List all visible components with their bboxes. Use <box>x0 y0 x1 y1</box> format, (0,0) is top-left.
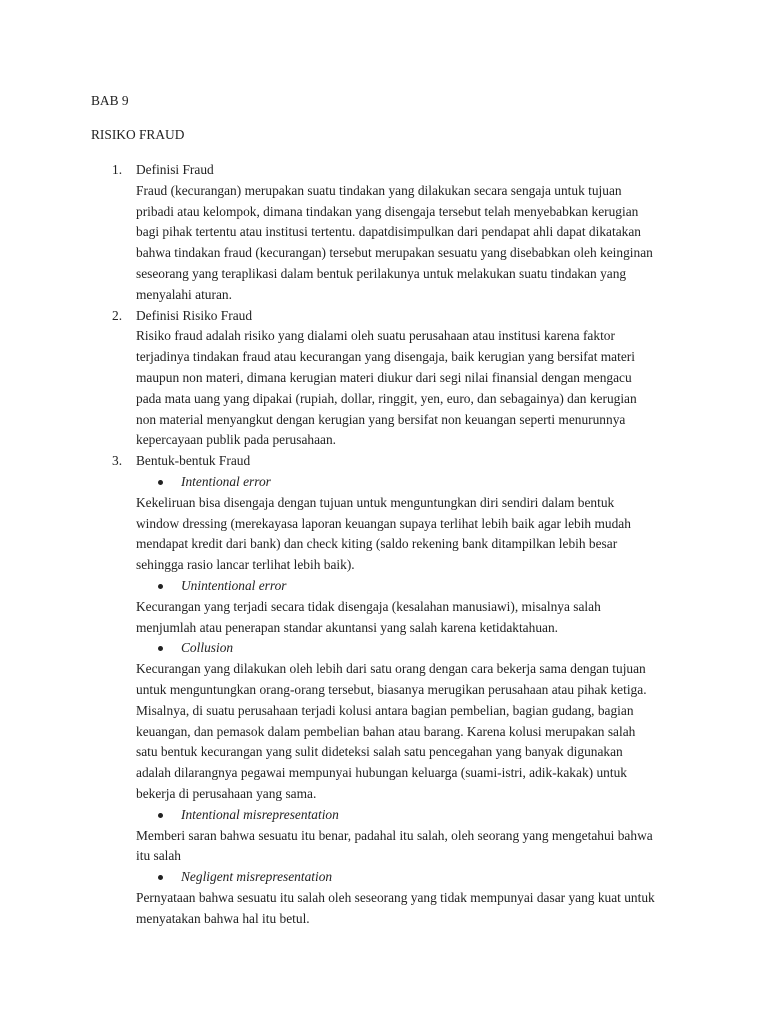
section-heading: Definisi Fraud <box>136 162 214 177</box>
section-number: 3. <box>112 453 123 469</box>
fraud-type-item <box>136 472 656 493</box>
fraud-type-description: Kekeliruan bisa disengaja dengan tujuan untuk menguntungkan diri sendiri dalam bentuk window dressing (merekayasa laporan keuangan supaya terlihat lebih baik agar lebih mudah mendapat kredit dari bank) dan check kiting (saldo rekening bank ditampilkan lebih besar sehingga rasio lancar terlihat lebih baik). <box>136 494 631 573</box>
section-item <box>0 306 656 452</box>
fraud-type-description: Memberi saran bahwa sesuatu itu benar, padahal itu salah, oleh seorang yang mengetahui bahwa itu salah <box>136 827 653 864</box>
fraud-type-label: Intentional error <box>181 473 271 489</box>
chapter-label: BAB 9 <box>91 93 129 108</box>
bullet-icon <box>158 480 163 485</box>
bullet-icon <box>158 875 163 880</box>
fraud-type-description: Pernyataan bahwa sesuatu itu salah oleh seseorang yang tidak mempunyai dasar yang kuat untuk menyatakan bahwa hal itu betul. <box>136 889 655 926</box>
section-list <box>0 160 768 929</box>
section-paragraph: Risiko fraud adalah risiko yang dialami oleh suatu perusahaan atau institusi karena faktor terjadinya tindakan fraud atau kecurangan yang disengaja, baik kerugian yang bersifat materi maupun non materi, dimana kerugian materi diukur dari segi nilai finansial dengan mengacu pada mata uang yang dipakai (rupiah, dollar, ringgit, yen, euro, dan sebagainya) dan kerugian non material menyangkut dengan kerugian yang bersifat non keuangan seperti menurunnya kepercayaan publik pada perusahaan. <box>136 328 637 448</box>
bullet-icon <box>158 584 163 589</box>
fraud-type-item <box>136 805 656 826</box>
section-item <box>0 160 656 306</box>
document-title: RISIKO FRAUD <box>91 127 185 142</box>
fraud-type-item <box>136 867 656 888</box>
fraud-type-item <box>136 576 656 597</box>
section-paragraph: Fraud (kecurangan) merupakan suatu tindakan yang dilakukan secara sengaja untuk tujuan pribadi atau kelompok, dimana tindakan yang disengaja tersebut telah menyebabkan kerugian bagi pihak tertentu atau institusi tertentu. dapatdisimpulkan dari pendapat ahli dapat dikatakan bahwa tindakan fraud (kecurangan) tersebut merupakan sesuatu yang disebabkan oleh keinginan seseorang yang teraplikasi dalam bentuk perilakunya untuk melakukan suatu tindakan yang menyalahi aturan. <box>136 182 653 302</box>
fraud-type-label: Collusion <box>181 640 234 656</box>
fraud-type-item <box>136 638 656 659</box>
fraud-type-description: Kecurangan yang dilakukan oleh lebih dari satu orang dengan cara bekerja sama dengan tujuan untuk menguntungkan orang-orang tersebut, biasanya merugikan perusahaan atau pihak ketiga. Misalnya, di suatu perusahaan terjadi kolusi antara bagian pembelian, bagian gudang, bagian keuangan, dan pemasok dalam pembelian bahan atau barang. Karena kolusi merupakan salah satu bentuk kecurangan yang sulit dideteksi salah satu pencegahan yang banyak digunakan adalah dilarangnya pegawai mempunyai hubungan keluarga (suami-istri, adik-kakak) untuk bekerja di perusahaan yang sama. <box>136 661 647 801</box>
section-item <box>0 451 656 929</box>
bullet-icon <box>158 646 163 651</box>
fraud-type-label: Unintentional error <box>181 577 287 593</box>
fraud-type-description: Kecurangan yang terjadi secara tidak disengaja (kesalahan manusiawi), misalnya salah menjumlah atau penerapan standar akuntansi yang salah karena ketidaktahuan. <box>136 598 601 635</box>
section-number: 1. <box>112 162 123 177</box>
section-heading: Definisi Risiko Fraud <box>136 307 253 323</box>
bullet-icon <box>158 813 163 818</box>
fraud-type-label: Intentional misrepresentation <box>181 806 339 822</box>
section-number: 2. <box>112 307 123 323</box>
section-heading: Bentuk-bentuk Fraud <box>136 453 251 469</box>
fraud-type-label: Negligent misrepresentation <box>181 869 333 885</box>
